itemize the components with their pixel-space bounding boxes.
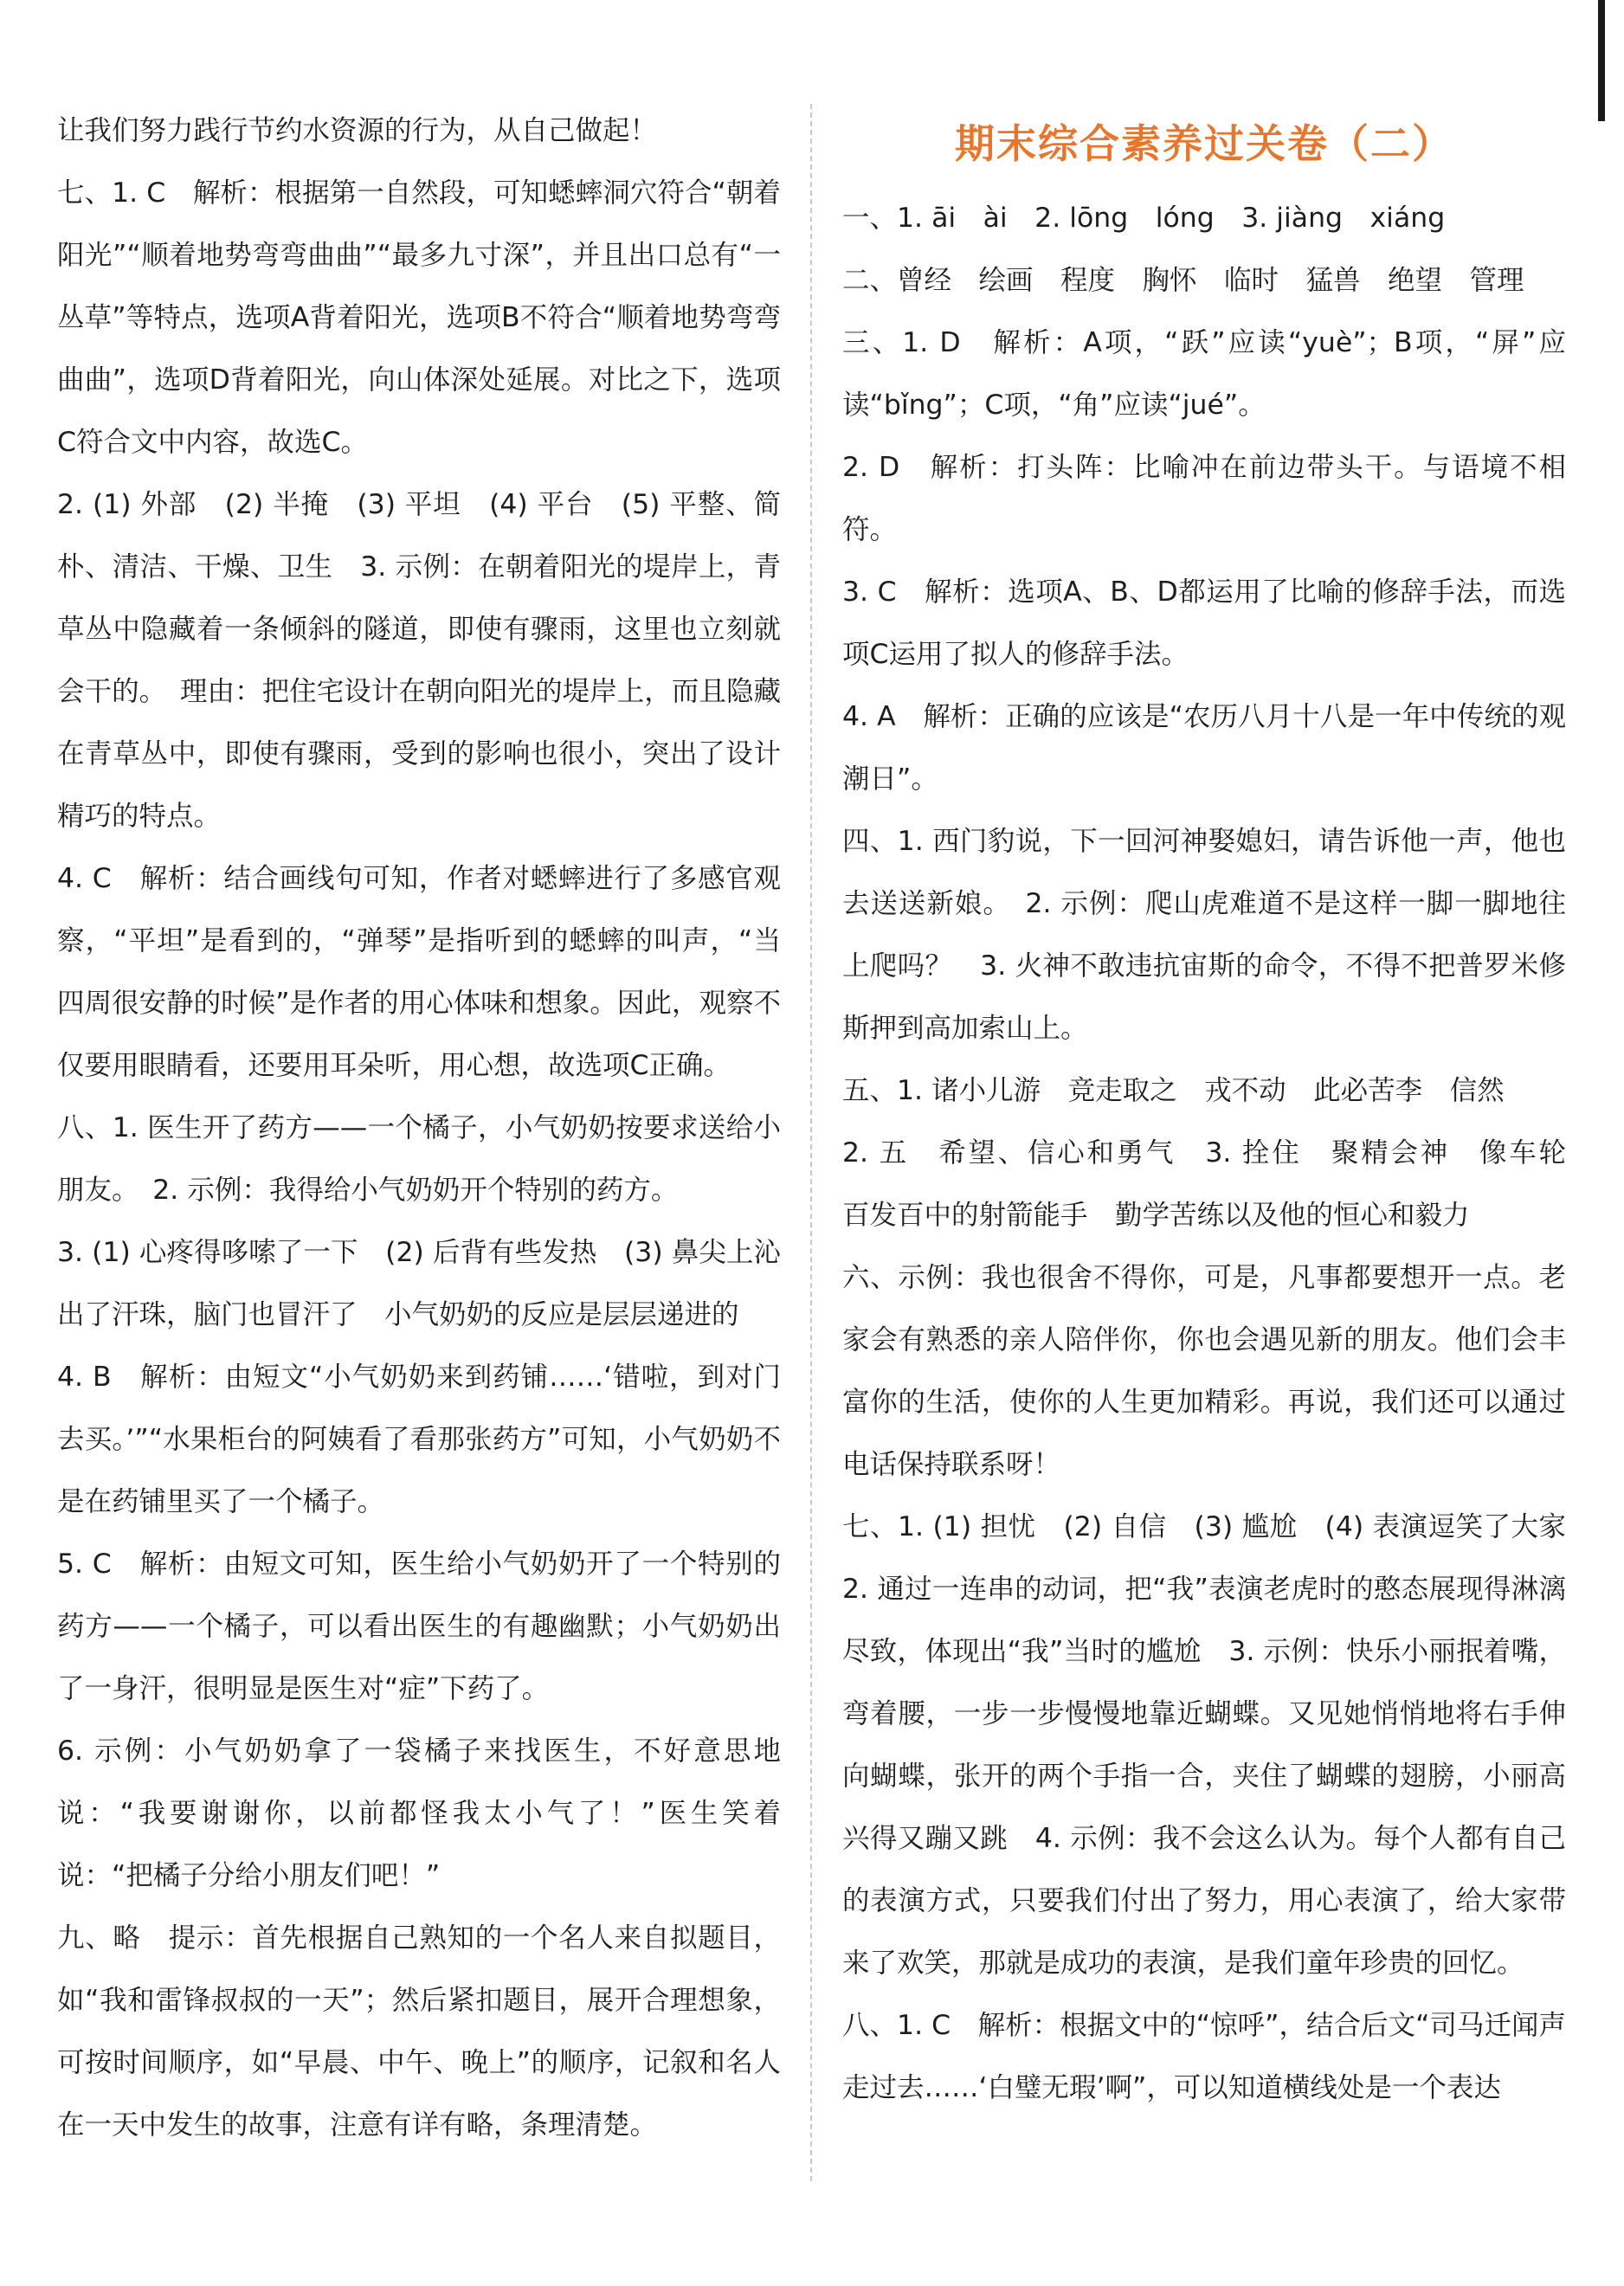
answer-paragraph: 五、1. 诸小儿游 竞走取之 戎不动 此必苦李 信然 [842,1075,1505,1106]
answer-paragraph: 3. (1) 心疼得哆嗦了一下 (2) 后背有些发热 (3) 鼻尖上沁出了汗珠，脑门也冒汗了 小气奶奶的反应是层层递进的 [57,1237,781,1330]
answer-paragraph: 九、略 提示：首先根据自己熟知的一个名人来自拟题目，如“我和雷锋叔叔的一天”；然后紧扣题目，展开合理想象，可按时间顺序，如“早晨、中午、晚上”的顺序，记叙和名人在一天中发生的故事，注意有详有略，条理清楚。 [57,1922,781,2141]
answer-paragraph: 3. C 解析：选项A、B、D都运用了比喻的修辞手法，而选项C运用了拟人的修辞手法。 [842,576,1566,670]
answer-paragraph: 6. 示例：小气奶奶拿了一袋橘子来找医生，不好意思地说：“我要谢谢你，以前都怪我太小气了！”医生笑着说：“把橘子分给小朋友们吧！” [57,1735,781,1891]
right-column [842,113,1594,2119]
answer-paragraph: 2. D 解析：打头阵：比喻冲在前边带头干。与语境不相符。 [842,452,1566,545]
answer-paragraph: 八、1. C 解析：根据文中的“惊呼”，结合后文“司马迁闻声走过去……‘白璧无瑕’啊”，可以知道横线处是一个表达 [842,2010,1566,2103]
answer-paragraph: 4. C 解析：结合画线句可知，作者对蟋蟀进行了多感官观察，“平坦”是看到的，“弹琴”是指听到的蟋蟀的叫声，“当四周很安静的时候”是作者的用心体味和想象。因此，观察不仅要用眼睛看，还要用耳朵听，用心想，故选项C正确。 [57,863,781,1081]
answer-paragraph: 七、1. C 解析：根据第一自然段，可知蟋蟀洞穴符合“朝着阳光”“顺着地势弯弯曲曲”“最多九寸深”，并且出口总有“一丛草”等特点，选项A背着阳光，选项B不符合“顺着地势弯弯曲曲”，选项D背着阳光，向山体深处延展。对比之下，选项C符合文中内容，故选C。 [57,177,781,458]
answer-paragraph: 三、1. D 解析：A项，“跃”应读“yuè”；B项，“屏”应读“bǐng”；C项，“角”应读“jué”。 [842,327,1566,421]
left-column [57,100,781,2156]
answer-paragraph: 七、1. (1) 担忧 (2) 自信 (3) 尴尬 (4) 表演逗笑了大家 2. 通过一连串的动词，把“我”表演老虎时的憨态展现得淋漓尽致，体现出“我”当时的尴尬 3. 示例：快乐小丽抿着嘴，弯着腰，一步一步慢慢地靠近蝴蝶。又见她悄悄地将右手伸向蝴蝶，张开的两个手指一合，夹住了蝴蝶的翅膀，小丽高兴得又蹦又跳 4. 示例：我不会这么认为。每个人都有自己的表演方式，只要我们付出了努力，用心表演了，给大家带来了欢笑，那就是成功的表演，是我们童年珍贵的回忆。 [842,1511,1594,1979]
answer-paragraph: 四、1. 西门豹说，下一回河神娶媳妇，请告诉他一声，他也去送送新娘。 2. 示例：爬山虎难道不是这样一脚一脚地往上爬吗？ 3. 火神不敢违抗宙斯的命令，不得不把普罗米修斯押到高加索山上。 [842,826,1566,1044]
answer-paragraph: 5. C 解析：由短文可知，医生给小气奶奶开了一个特别的药方——一个橘子，可以看出医生的有趣幽默；小气奶奶出了一身汗，很明显是医生对“症”下药了。 [57,1549,781,1704]
answer-paragraph: 2. 五 希望、信心和勇气 3. 拴住 聚精会神 像车轮 百发百中的射箭能手 勤学苦练以及他的恒心和毅力 [842,1137,1594,1231]
section-title: 期末综合素养过关卷（二） [955,120,1453,167]
column-divider [810,104,812,2181]
answer-paragraph: 4. A 解析：正确的应该是“农历八月十八是一年中传统的观潮日”。 [842,701,1566,795]
answer-paragraph: 2. (1) 外部 (2) 半掩 (3) 平坦 (4) 平台 (5) 平整、简朴、清洁、干燥、卫生 3. 示例：在朝着阳光的堤岸上，青草丛中隐藏着一条倾斜的隧道，即使有骤雨，这里也立刻就会干的。 理由：把住宅设计在朝向阳光的堤岸上，而且隐藏在青草丛中，即使有骤雨，受到的影响也很小，突出了设计精巧的特点。 [57,489,781,832]
answer-paragraph: 4. B 解析：由短文“小气奶奶来到药铺……‘错啦，到对门去买。’”“水果柜台的阿姨看了看那张药方”可知，小气奶奶不是在药铺里买了一个橘子。 [57,1362,781,1517]
answer-paragraph: 让我们努力践行节约水资源的行为，从自己做起！ [57,115,658,146]
answer-paragraph: 八、1. 医生开了药方——一个橘子，小气奶奶按要求送给小朋友。 2. 示例：我得给小气奶奶开个特别的药方。 [57,1112,781,1206]
answer-paragraph: 一、1. āi ài 2. lōng lóng 3. jiàng xiáng [842,203,1446,234]
page-edge-mark [1598,0,1605,121]
answer-paragraph: 六、示例：我也很舍不得你，可是，凡事都要想开一点。老家会有熟悉的亲人陪伴你，你也会遇见新的朋友。他们会丰富你的生活，使你的人生更加精彩。再说，我们还可以通过电话保持联系呀！ [842,1262,1566,1480]
answer-paragraph: 二、曾经 绘画 程度 胸怀 临时 猛兽 绝望 管理 [842,265,1524,296]
